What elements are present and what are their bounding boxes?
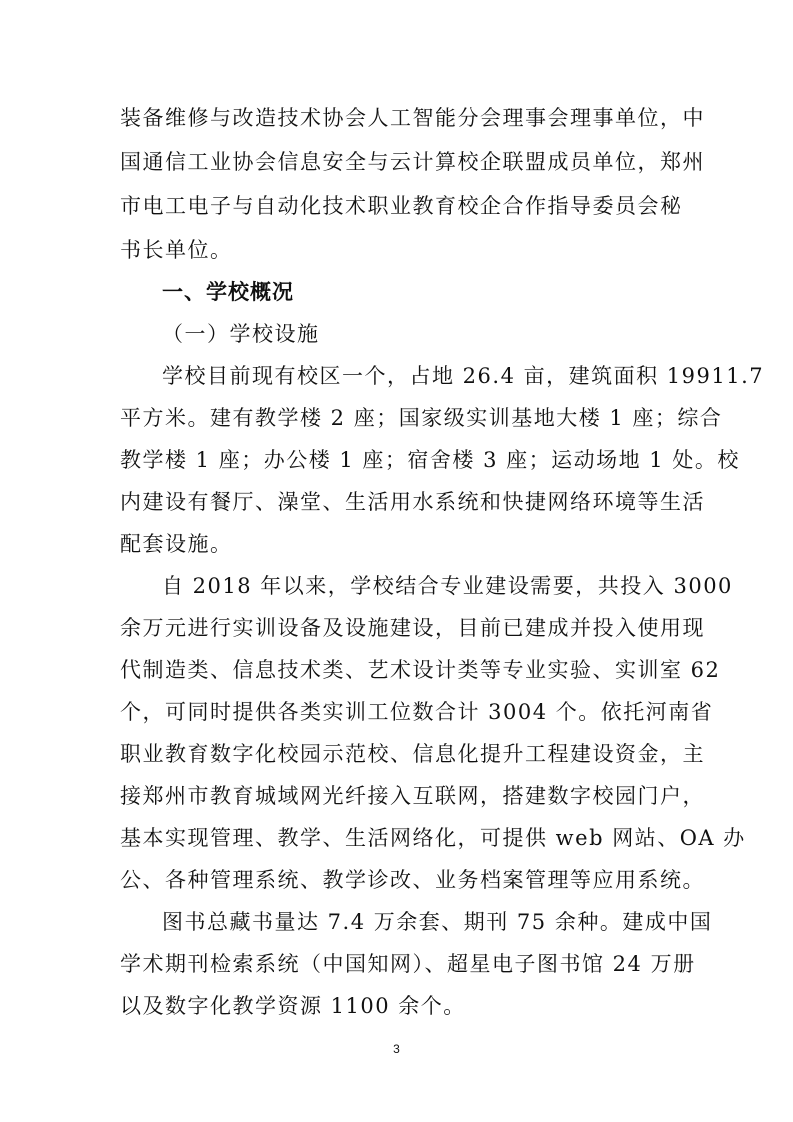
paragraph-line: 教学楼 1 座；办公楼 1 座；宿舍楼 3 座；运动场地 1 处。校: [120, 448, 740, 472]
paragraph-line: 代制造类、信息技术类、艺术设计类等专业实验、实训室 62: [120, 658, 721, 682]
page-number: 3: [393, 1042, 400, 1056]
paragraph-line: 以及数字化教学资源 1100 余个。: [120, 994, 466, 1018]
paragraph-line: 职业教育数字化校园示范校、信息化提升工程建设资金，主: [120, 742, 705, 766]
paragraph-line: 学术期刊检索系统（中国知网）、超星电子图书馆 24 万册: [120, 952, 696, 976]
paragraph-line: 基本实现管理、教学、生活网络化，可提供 web 网站、OA 办: [120, 826, 746, 850]
paragraph-line: 国通信工业协会信息安全与云计算校企联盟成员单位，郑州: [120, 150, 705, 174]
subsection-heading: （一）学校设施: [162, 322, 320, 346]
paragraph-line: 个，可同时提供各类实训工位数合计 3004 个。依托河南省: [120, 700, 714, 724]
section-heading: 一、学校概况: [162, 280, 294, 304]
paragraph-line: 接郑州市教育城域网光纤接入互联网，搭建数字校园门户，: [120, 784, 705, 808]
paragraph-line: 公、各种管理系统、教学诊改、业务档案管理等应用系统。: [120, 868, 705, 892]
paragraph-line: 学校目前现有校区一个，占地 26.4 亩，建筑面积 19911.7: [162, 364, 765, 388]
paragraph-line: 配套设施。: [120, 532, 233, 556]
paragraph-line: 自 2018 年以来，学校结合专业建设需要，共投入 3000: [162, 574, 733, 598]
paragraph-line: 平方米。建有教学楼 2 座；国家级实训基地大楼 1 座；综合: [120, 406, 723, 430]
paragraph-line: 市电工电子与自动化技术职业教育校企合作指导委员会秘: [120, 194, 683, 218]
paragraph-line: 余万元进行实训设备及设施建设，目前已建成并投入使用现: [120, 616, 705, 640]
paragraph-line: 装备维修与改造技术协会人工智能分会理事会理事单位，中: [120, 106, 705, 130]
paragraph-line: 图书总藏书量达 7.4 万余套、期刊 75 余种。建成中国: [162, 910, 713, 934]
paragraph-line: 内建设有餐厅、澡堂、生活用水系统和快捷网络环境等生活: [120, 490, 705, 514]
paragraph-line: 书长单位。: [120, 238, 233, 262]
